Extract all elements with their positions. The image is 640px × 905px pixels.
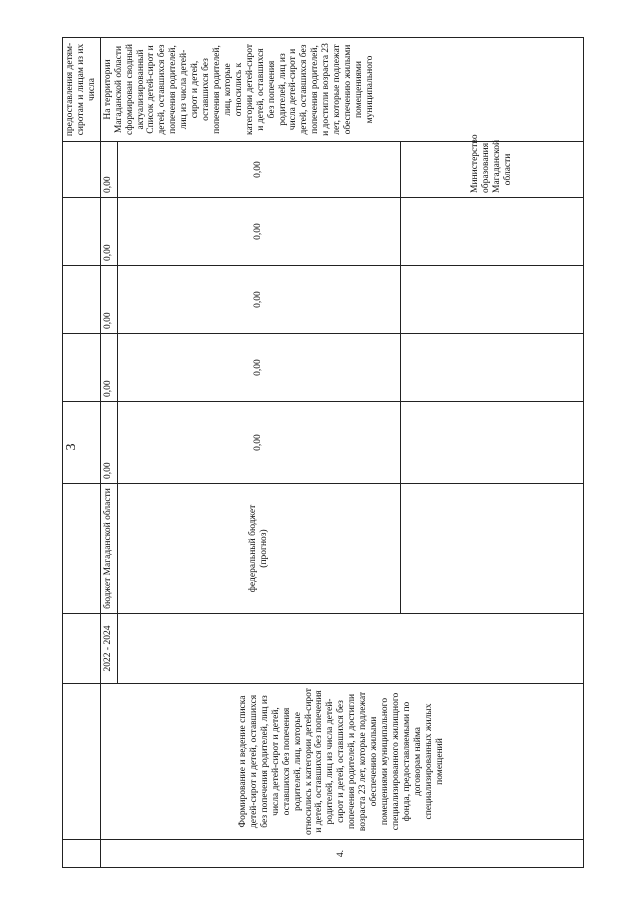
- value-cell-regional-total: [100, 402, 117, 484]
- table-row-regional-budget: [100, 38, 117, 868]
- last-column-title: предоставления детям-сиротам и лицам из их числа: [65, 42, 97, 137]
- empty-cell-year-1: [400, 334, 583, 402]
- program-table-wrapper: [62, 38, 578, 868]
- empty-cell-year-2: [400, 266, 583, 334]
- event-cell: [100, 684, 583, 840]
- period-cell-empty: [117, 614, 583, 684]
- row-index: 4.: [336, 849, 347, 858]
- header-cell-source: [63, 484, 101, 614]
- value-cell-regional-year-2: [100, 266, 117, 334]
- value-cell-regional-year-3: [100, 198, 117, 266]
- value-federal-total: 0,00: [253, 434, 264, 451]
- program-table: [62, 37, 584, 868]
- period-cell: [100, 614, 117, 684]
- value-cell-federal-year-2: [117, 266, 400, 334]
- source-cell-regional: [100, 484, 117, 614]
- header-cell-event: [63, 684, 101, 840]
- header-cell-period: [63, 614, 101, 684]
- value-cell-federal-total: [117, 402, 400, 484]
- value-federal-year-3: 0,00: [253, 223, 264, 240]
- result-cell: [100, 38, 583, 142]
- value-cell-regional-year-4: [100, 142, 117, 198]
- value-regional-year-3: 0,00: [102, 244, 113, 261]
- header-cell-year-3: [63, 198, 101, 266]
- header-cell-year-2: [63, 266, 101, 334]
- value-cell-federal-year-1: [117, 334, 400, 402]
- row-index-cell: [100, 840, 583, 868]
- value-federal-year-4: 0,00: [253, 161, 264, 178]
- executor-text: Министерство образования Магаданской области: [469, 134, 513, 193]
- value-cell-regional-year-1: [100, 334, 117, 402]
- value-federal-year-1: 0,00: [253, 359, 264, 376]
- empty-cell-total: [400, 402, 583, 484]
- event-description: Формирование и ведение списка детей-сирот и детей, оставшихся без попечения родителей, лиц из числа детей-сирот и детей, оставшихся без попечения родителей, лиц, которые относились к категории детей-сирот и детей, оставшихся без попечения родителей, лиц из числа детей-сирот и детей, оставшихся без попечения родителей, и достигли возраста 23 лет, которые подлежат обеспечению жилыми помещениями муниципального специализированного жилищного фонда, предоставляемыми по договорам найма специализированных жилых помещений: [238, 688, 445, 835]
- period-text: 2022 - 2024: [102, 625, 113, 672]
- value-regional-year-2: 0,00: [102, 312, 113, 329]
- header-cell-index: [63, 840, 101, 868]
- value-regional-year-1: 0,00: [102, 380, 113, 397]
- header-cell-result: [63, 38, 101, 142]
- value-regional-year-4: 0,00: [102, 176, 113, 193]
- source-federal-text: федеральный бюджет (прогноз): [247, 504, 269, 593]
- executor-cell: [400, 134, 583, 198]
- source-regional-text: бюджет Магаданской области: [102, 488, 113, 609]
- page-number: 3: [64, 443, 79, 451]
- value-regional-total: 0,00: [102, 462, 113, 479]
- value-cell-federal-year-3: [117, 198, 400, 266]
- value-cell-federal-year-4: [117, 142, 400, 198]
- header-cell-year-1: [63, 334, 101, 402]
- result-text: На территории Магаданской области сформирован сводный актуализированный Список детей-сирот и детей, оставшихся без попечения родителей, лиц из числа детей-сирот и детей, оставшихся без попечения родителей, лиц, которые относились к категории детей-сирот и детей, оставшихся без попечения родителей, лиц из числа детей-сирот и детей, оставшихся без попечения родителей, и достигли возраста 23 лет, которые подлежат обеспечению жилыми помещениями муниципального: [102, 43, 375, 136]
- value-federal-year-2: 0,00: [253, 291, 264, 308]
- empty-cell-year-3: [400, 198, 583, 266]
- source-cell-federal: [117, 484, 400, 614]
- table-header-row: [63, 38, 101, 868]
- header-cell-executor: [63, 142, 101, 198]
- empty-cell-source: [400, 484, 583, 614]
- header-cell-total: [63, 402, 101, 484]
